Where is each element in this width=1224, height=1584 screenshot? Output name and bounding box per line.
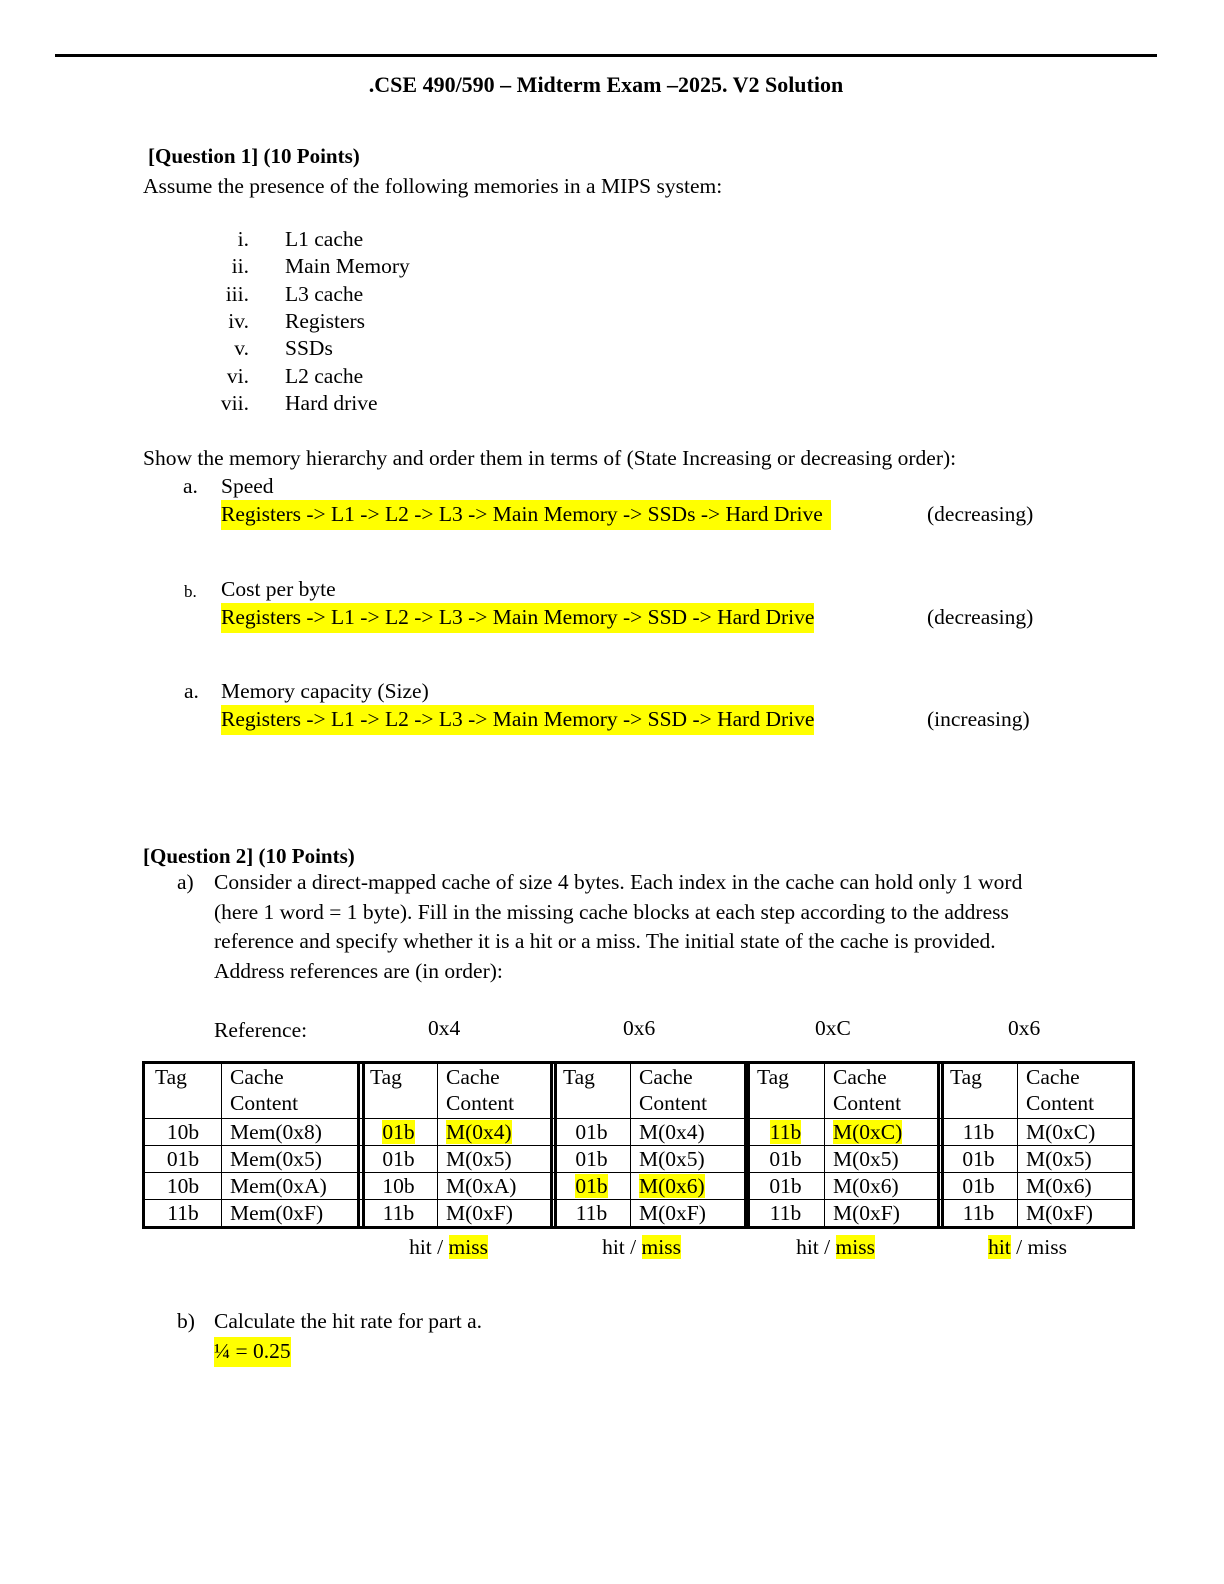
tag-value: 01b [575,1147,608,1171]
table-header-row [359,1063,556,1119]
order-note: (decreasing) [927,605,1034,629]
content-header-line-2: Content [639,1091,708,1115]
content-header [631,1063,749,1119]
content-value: M(0xC) [1026,1120,1096,1144]
hit-rate-answer: ¼ = 0.25 [214,1337,291,1367]
table-row [746,1200,943,1228]
list-number: iv. [228,308,249,333]
list-number: vi. [226,363,249,388]
content-cell [1018,1200,1134,1228]
content-value: M(0xF) [639,1201,706,1225]
table-row [144,1200,364,1228]
tag-header: Tag [144,1063,222,1119]
content-value: Mem(0xF) [230,1201,324,1225]
content-cell [631,1173,749,1200]
content-cell [438,1200,556,1228]
tag-cell [359,1173,438,1200]
part-label: Cost per byte [221,577,336,601]
table-row [144,1119,364,1146]
content-cell [825,1119,943,1146]
tag-header: Tag [552,1063,631,1119]
content-cell [825,1173,943,1200]
content-value: M(0x4) [639,1120,705,1144]
part-b-text: Calculate the hit rate for part a. [214,1309,483,1333]
content-cell [1018,1146,1134,1173]
table-header-row [552,1063,749,1119]
tag-value: 10b [166,1120,200,1144]
list-number: i. [237,227,249,251]
tag-value: 11b [769,1120,802,1144]
tag-cell [552,1200,631,1228]
content-cell [631,1200,749,1228]
tag-value: 01b [962,1147,995,1171]
hit-miss-result [357,1235,540,1260]
question-1-prompt: Show the memory hierarchy and order them in terms of (State Increasing or decreasing order): [143,446,957,470]
tag-value: 11b [962,1120,995,1144]
list-item: Hard drive [285,390,378,415]
tag-cell [939,1173,1018,1200]
list-number: vii. [220,390,249,415]
content-value: M(0x6) [1026,1174,1092,1198]
tag-value: 01b [769,1174,802,1198]
content-cell [222,1119,364,1146]
content-value: M(0x5) [446,1147,512,1171]
content-header [438,1063,556,1119]
table-row [359,1173,556,1200]
content-header-line-1: Cache [833,1065,887,1089]
tag-cell [552,1146,631,1173]
part-a-text: Consider a direct-mapped cache of size 4 bytes. Each index in the cache can hold only 1 word (here 1 word = 1 byte). Fill in the missing cache blocks at each step according to the address reference and specify whether it is a hit or a miss. The initial state of the cache is provided. Address references are (in order): [214,870,1023,983]
content-value: M(0xC) [833,1120,903,1144]
list-number: iii. [225,281,249,306]
content-header-line-2: Content [230,1091,299,1115]
content-cell [438,1173,556,1200]
top-rule [55,54,1157,57]
tag-value: 01b [575,1120,608,1144]
tag-value: 10b [166,1174,200,1198]
order-note: (decreasing) [927,502,1034,526]
part-b-letter: b) [177,1309,195,1333]
answer-highlight: Registers -> L1 -> L2 -> L3 -> Main Memory -> SSD -> Hard Drive [221,705,814,735]
reference-value: 0x6 [623,1016,656,1040]
content-header-line-1: Cache [1026,1065,1080,1089]
tag-value: 11b [382,1201,415,1225]
table-row [746,1146,943,1173]
table-row [746,1173,943,1200]
list-item: L3 cache [285,281,364,306]
tag-value: 11b [962,1201,995,1225]
part-letter: b. [184,582,197,601]
hit-label: hit [796,1235,819,1259]
slash-separator: / [624,1235,642,1259]
content-value: M(0x5) [1026,1147,1092,1171]
content-value: M(0xF) [1026,1201,1093,1225]
content-header-line-2: Content [833,1091,902,1115]
content-header [222,1063,364,1119]
slash-separator: / [818,1235,836,1259]
hit-label: hit [602,1235,625,1259]
content-cell [438,1146,556,1173]
content-value: M(0xF) [833,1201,900,1225]
table-header-row [144,1063,364,1119]
tag-cell [144,1119,222,1146]
content-header-line-1: Cache [639,1065,693,1089]
reference-value: 0xC [815,1016,851,1040]
table-row [359,1146,556,1173]
list-item: L2 cache [285,363,364,388]
content-cell [222,1146,364,1173]
table-row [939,1200,1134,1228]
hit-label: hit [409,1235,432,1259]
cache-table [550,1061,750,1229]
tag-value: 01b [382,1147,415,1171]
content-cell [438,1119,556,1146]
table-header-row [939,1063,1134,1119]
answer-highlight: Registers -> L1 -> L2 -> L3 -> Main Memory -> SSD -> Hard Drive [221,603,814,633]
content-cell [631,1119,749,1146]
part-label: Memory capacity (Size) [221,679,429,703]
tag-value: 01b [575,1174,608,1198]
tag-header: Tag [359,1063,438,1119]
slash-separator: / [431,1235,449,1259]
content-value: Mem(0x5) [230,1147,322,1171]
tag-header: Tag [939,1063,1018,1119]
content-header [1018,1063,1134,1119]
page-title: .CSE 490/590 – Midterm Exam –2025. V2 Solution [368,72,844,97]
answer-highlight: Registers -> L1 -> L2 -> L3 -> Main Memory -> SSDs -> Hard Drive [221,500,831,530]
tag-cell [939,1146,1018,1173]
tag-header: Tag [746,1063,825,1119]
content-cell [222,1200,364,1228]
content-value: M(0x6) [833,1174,899,1198]
tag-cell [552,1173,631,1200]
cache-table [357,1061,557,1229]
table-row [552,1119,749,1146]
content-header-line-2: Content [1026,1091,1095,1115]
tag-value: 11b [167,1201,199,1225]
content-cell [1018,1173,1134,1200]
reference-value: 0x4 [428,1016,461,1040]
hit-miss-result [937,1235,1118,1260]
miss-label: miss [448,1235,488,1259]
table-row [552,1173,749,1200]
hit-miss-result [744,1235,927,1260]
table-row [552,1200,749,1228]
tag-value: 01b [769,1147,802,1171]
list-number: v. [234,336,249,361]
content-value: Mem(0xA) [230,1174,327,1198]
content-value: M(0x5) [833,1147,899,1171]
content-header-line-1: Cache [230,1065,284,1089]
tag-value: 01b [962,1174,995,1198]
tag-cell [939,1200,1018,1228]
tag-cell [746,1173,825,1200]
cache-table [937,1061,1135,1229]
part-label: Speed [221,474,274,498]
table-row [939,1119,1134,1146]
table-header-row [746,1063,943,1119]
content-header-line-1: Cache [446,1065,500,1089]
hit-miss-result [550,1235,733,1260]
miss-label: miss [1027,1235,1067,1259]
list-item: Registers [285,308,366,333]
tag-cell [144,1146,222,1173]
tag-cell [746,1146,825,1173]
content-cell [631,1146,749,1173]
tag-value: 01b [382,1120,415,1144]
table-row [144,1146,364,1173]
content-header [825,1063,943,1119]
hit-label: hit [988,1235,1011,1259]
content-cell [825,1146,943,1173]
list-item: L1 cache [285,227,364,251]
reference-label: Reference: [214,1018,308,1042]
tag-cell [552,1119,631,1146]
tag-value: 10b [382,1174,415,1198]
table-row [746,1119,943,1146]
tag-value: 11b [575,1201,608,1225]
miss-label: miss [835,1235,875,1259]
list-item: SSDs [285,336,333,361]
content-cell [1018,1119,1134,1146]
content-value: M(0x5) [639,1147,705,1171]
tag-cell [939,1119,1018,1146]
tag-value: 11b [769,1201,802,1225]
tag-cell [144,1173,222,1200]
content-value: M(0xF) [446,1201,513,1225]
slash-separator: / [1010,1235,1028,1259]
content-value: M(0x6) [639,1174,705,1198]
part-a-letter: a) [177,870,194,894]
tag-cell [144,1200,222,1228]
tag-cell [746,1119,825,1146]
tag-cell [746,1200,825,1228]
cache-table [744,1061,944,1229]
content-cell [222,1173,364,1200]
list-item: Main Memory [285,254,410,279]
table-row [359,1200,556,1228]
order-note: (increasing) [927,707,1030,731]
content-value: Mem(0x8) [230,1120,322,1144]
reference-value: 0x6 [1008,1016,1041,1040]
content-value: M(0xA) [446,1174,517,1198]
content-value: M(0x4) [446,1120,512,1144]
table-row [144,1173,364,1200]
table-row [552,1146,749,1173]
table-row [939,1173,1134,1200]
question-1-heading: [Question 1] (10 Points) [148,144,360,168]
miss-label: miss [641,1235,681,1259]
tag-cell [359,1119,438,1146]
tag-cell [359,1200,438,1228]
table-row [939,1146,1134,1173]
question-2-heading: [Question 2] (10 Points) [143,844,355,868]
content-header-line-2: Content [446,1091,515,1115]
part-letter: a. [184,679,199,703]
list-number: ii. [231,254,249,279]
table-row [359,1119,556,1146]
part-letter: a. [183,474,198,498]
tag-cell [359,1146,438,1173]
content-cell [825,1200,943,1228]
question-1-intro: Assume the presence of the following memories in a MIPS system: [143,174,723,198]
cache-table [142,1061,365,1229]
tag-value: 01b [166,1147,200,1171]
